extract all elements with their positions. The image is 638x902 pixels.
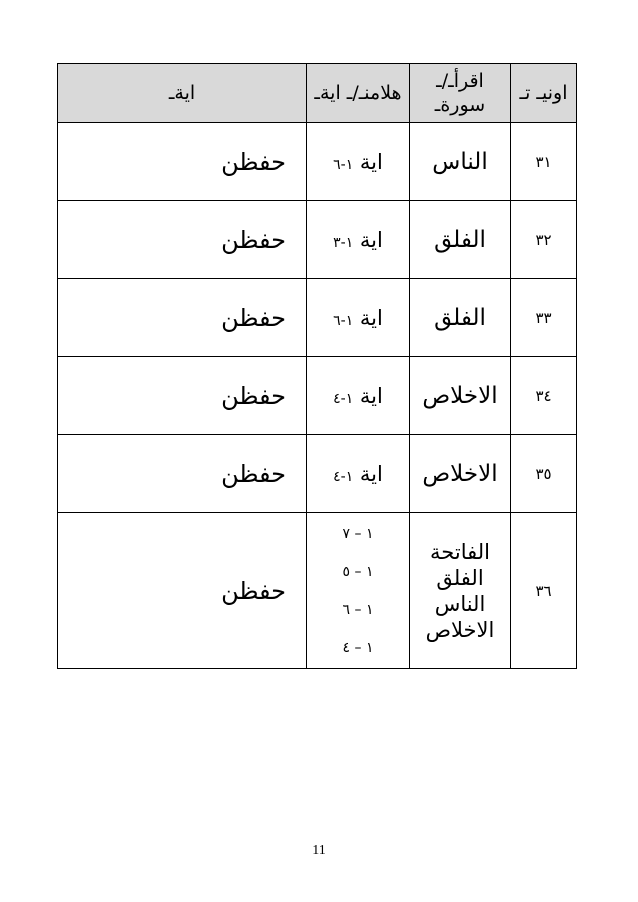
ayah-range: ١ – ٧ <box>342 525 374 542</box>
ayah-cell <box>307 357 410 435</box>
surah-cell: الاخلاص <box>410 357 511 435</box>
header-assessment: ايةـ <box>58 64 307 123</box>
ayah-word: اية <box>359 383 383 408</box>
ayah-range: ١ – ٤ <box>342 639 374 656</box>
surah-cell: الفلق <box>410 279 511 357</box>
table-row <box>58 357 577 435</box>
ayah-range: ١-٣ <box>333 234 354 251</box>
week-cell: ٣١ <box>511 123 577 201</box>
ayah-range: ١-٤ <box>333 468 354 485</box>
surah-name: الناس <box>434 591 486 616</box>
header-week: اونيـ تـ <box>511 64 577 123</box>
surah-cell: الفلق <box>410 201 511 279</box>
week-cell: ٣٢ <box>511 201 577 279</box>
ayah-cell <box>307 435 410 513</box>
ayah-word: اية <box>359 305 383 330</box>
ayah-cell <box>307 513 410 669</box>
table-header-row <box>58 64 577 123</box>
ayah-range: ١ – ٥ <box>342 563 374 580</box>
table-row <box>58 123 577 201</box>
ayah-range: ١ – ٦ <box>342 601 374 618</box>
ayah-word: اية <box>359 149 383 174</box>
table-row <box>58 435 577 513</box>
surah-name: الاخلاص <box>425 617 495 642</box>
ayah-word: اية <box>359 227 383 252</box>
page-number: 11 <box>312 843 326 858</box>
ayah-cell <box>307 279 410 357</box>
surah-name: الفلق <box>436 565 484 590</box>
ayah-cell <box>307 201 410 279</box>
week-cell: ٣٣ <box>511 279 577 357</box>
ayah-range: ١-٦ <box>333 156 354 173</box>
table-row <box>58 279 577 357</box>
surah-list <box>410 539 510 643</box>
assessment-cell: حفظن <box>58 279 307 357</box>
assessment-cell: حفظن <box>58 513 307 669</box>
week-cell: ٣٤ <box>511 357 577 435</box>
surah-cell: الناس <box>410 123 511 201</box>
table-row <box>58 201 577 279</box>
surah-cell <box>410 513 511 669</box>
ayah-range: ١-٤ <box>333 390 354 407</box>
assessment-cell: حفظن <box>58 201 307 279</box>
ayah-range: ١-٦ <box>333 312 354 329</box>
assessment-cell: حفظن <box>58 357 307 435</box>
surah-name: الفاتحة <box>430 539 490 564</box>
memorization-table <box>57 63 577 669</box>
ayah-range-list <box>307 515 409 667</box>
header-ayah: هلامنـ/ـ ايةـ <box>307 64 410 123</box>
assessment-cell: حفظن <box>58 435 307 513</box>
ayah-word: اية <box>359 461 383 486</box>
surah-cell: الاخلاص <box>410 435 511 513</box>
header-surah: اقرأـ/ـ سورةـ <box>410 64 511 123</box>
table-row <box>58 513 577 669</box>
ayah-cell <box>307 123 410 201</box>
week-cell: ٣٦ <box>511 513 577 669</box>
week-cell: ٣٥ <box>511 435 577 513</box>
assessment-cell: حفظن <box>58 123 307 201</box>
